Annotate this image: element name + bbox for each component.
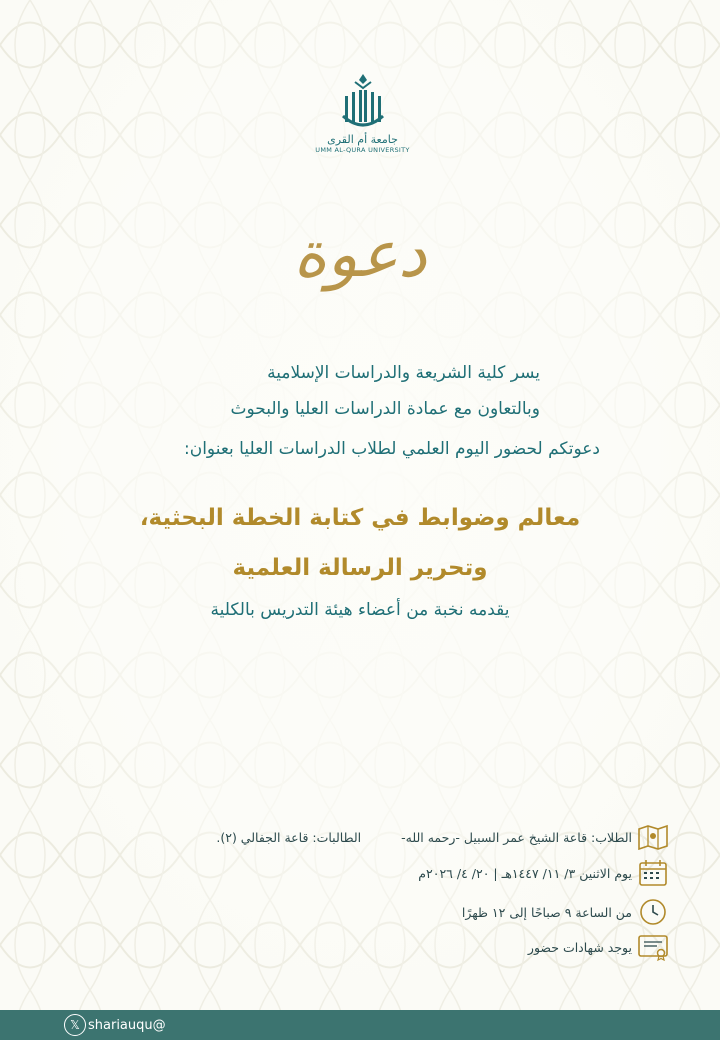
logo-english-text: UMM AL-QURA UNIVERSITY: [315, 146, 410, 154]
event-title-line-1: معالم وضوابط في كتابة الخطة البحثية،: [139, 505, 581, 531]
certificate-icon: [636, 932, 670, 962]
date-row: [418, 858, 670, 888]
invitation-heading: دعوة: [293, 218, 427, 292]
calendar-icon: [636, 858, 670, 888]
certificate-row: [528, 932, 670, 962]
location-row: [200, 822, 670, 852]
social-handle-text: shariauqu@: [88, 1017, 166, 1033]
footer-bar: [0, 1010, 720, 1040]
location-women: الطالبات: قاعة الجفالي (٢).: [216, 829, 362, 845]
presenter-text: يقدمه نخبة من أعضاء هيئة التدريس بالكلية: [210, 600, 510, 620]
time-row: [462, 897, 670, 927]
event-date: يوم الاثنين ٣/ ١١/ ١٤٤٧هـ | ٢٠/ ٤/ ٢٠٢٦م: [418, 865, 632, 881]
intro-line-1: يسر كلية الشريعة والدراسات الإسلامية: [267, 363, 540, 383]
event-title-line-2: وتحرير الرسالة العلمية: [232, 555, 488, 581]
intro-line-3: دعوتكم لحضور اليوم العلمي لطلاب الدراسات العليا بعنوان:: [184, 439, 600, 459]
clock-icon: [636, 897, 670, 927]
social-handle[interactable]: [64, 1014, 166, 1036]
intro-line-2: وبالتعاون مع عمادة الدراسات العليا والبحوث: [230, 399, 540, 419]
university-emblem-icon: [333, 72, 393, 132]
certificate-text: يوجد شهادات حضور: [527, 939, 632, 955]
x-logo-icon: 𝕏: [64, 1014, 86, 1036]
university-logo: [305, 72, 420, 162]
location-men: الطلاب: قاعة الشيخ عمر السبيل -رحمه الله-: [401, 829, 632, 845]
map-icon: [636, 822, 670, 852]
event-time: من الساعة ٩ صباحًا إلى ١٢ ظهرًا: [461, 904, 632, 920]
logo-arabic-text: جامعة أم القرى: [327, 133, 398, 146]
